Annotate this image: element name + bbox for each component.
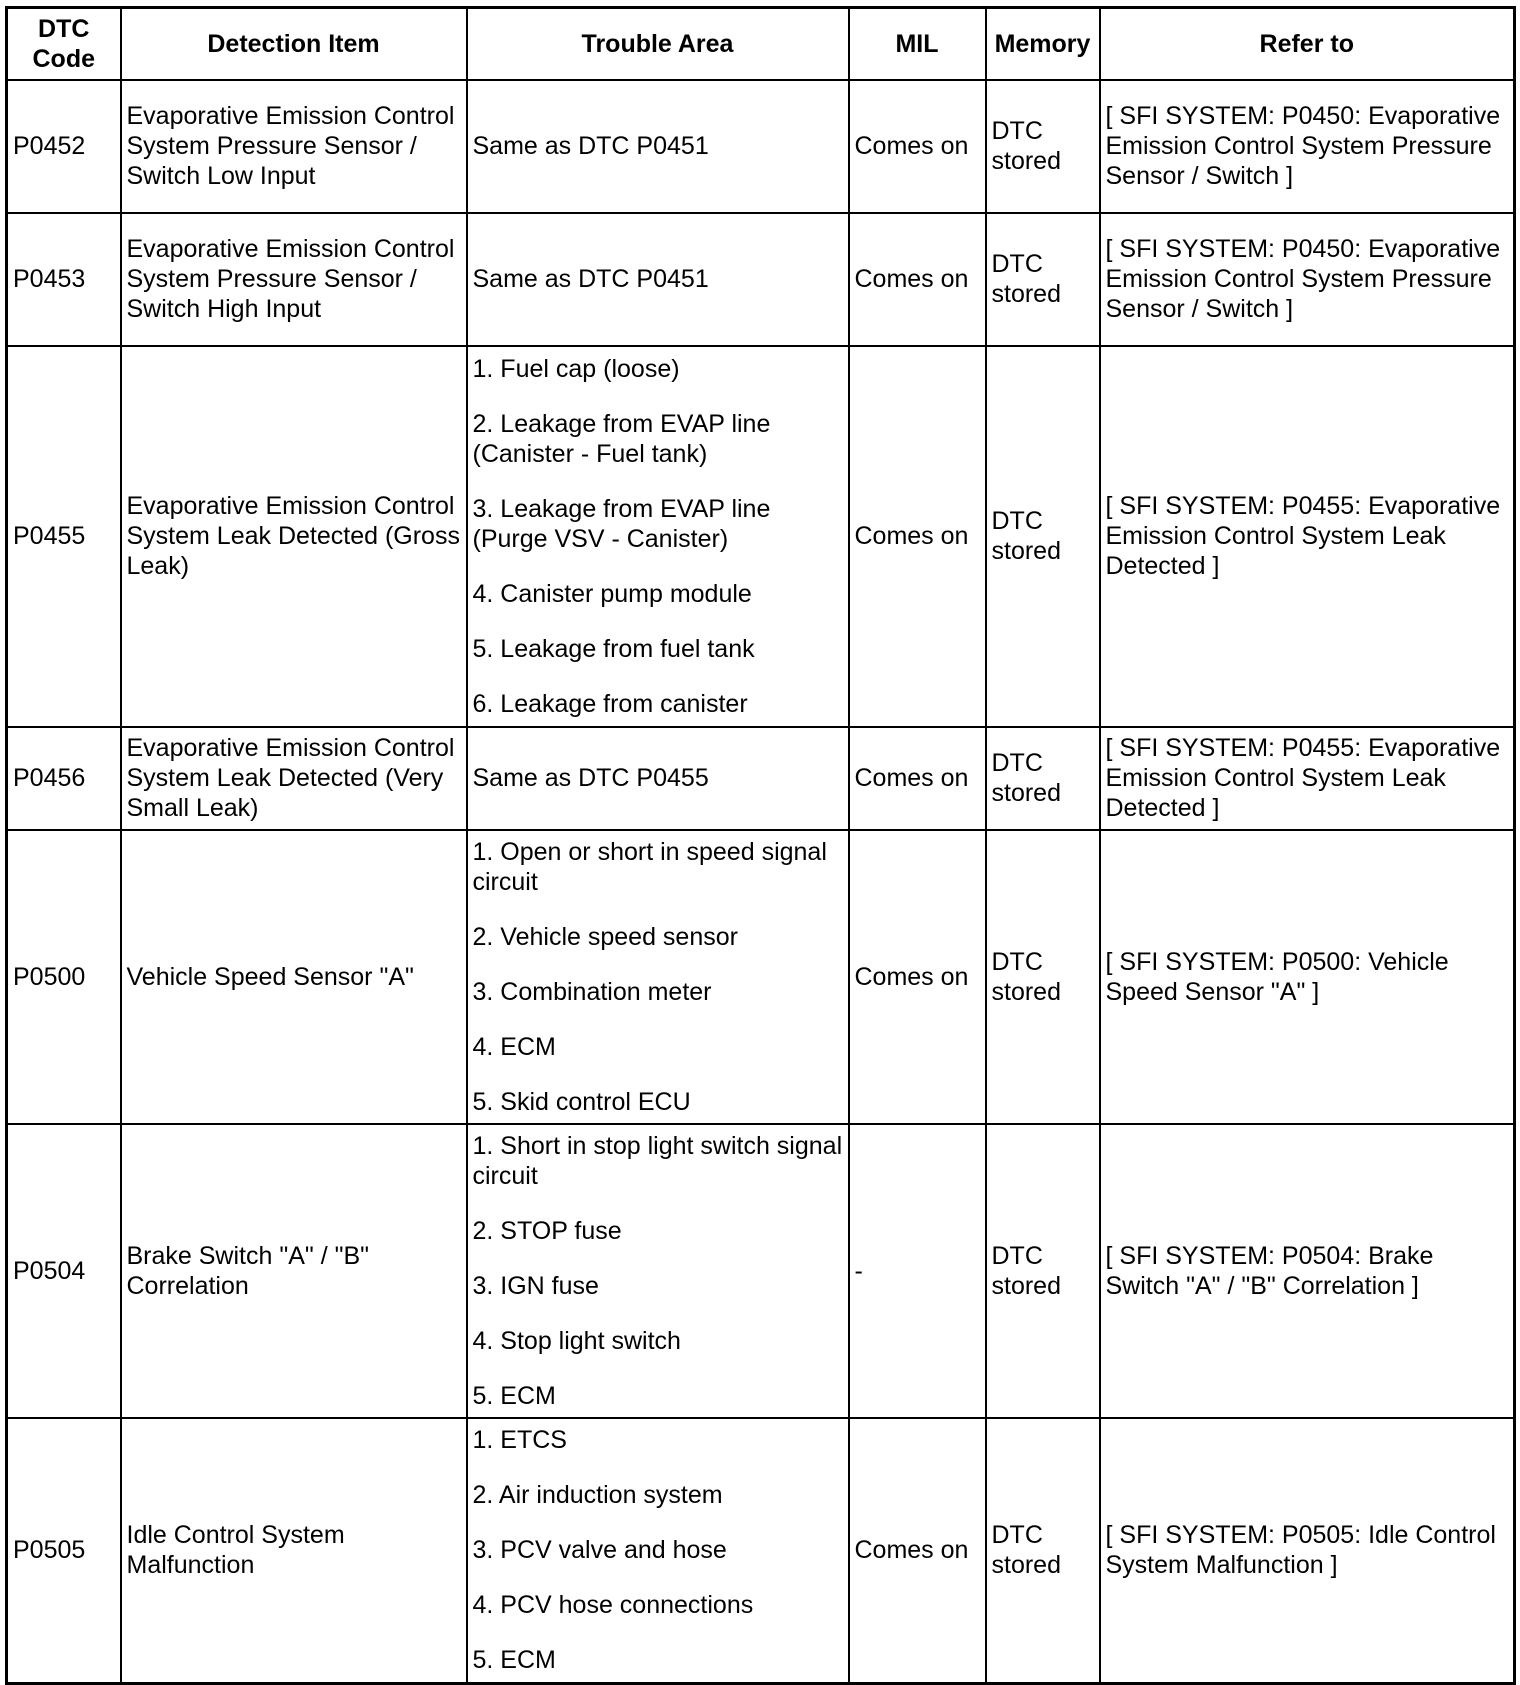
header-detection-item: Detection Item: [121, 8, 467, 80]
header-memory: Memory: [986, 8, 1100, 80]
detection-item-cell: Evaporative Emission Control System Leak Detected (Very Small Leak): [121, 727, 467, 830]
table-row: [7, 830, 1515, 1124]
list-item: Same as DTC P0451: [472, 132, 709, 160]
memory-cell: [986, 80, 1100, 213]
header-mil: MIL: [849, 8, 986, 80]
memory-cell: [986, 830, 1100, 1124]
detection-item-cell: Vehicle Speed Sensor "A": [121, 830, 467, 1124]
memory-line: DTC: [991, 117, 1043, 145]
header-refer-to: Refer to: [1100, 8, 1515, 80]
list-item: 3. Combination meter: [472, 977, 712, 1006]
table-body: [7, 80, 1515, 1684]
trouble-area-cell: [467, 213, 849, 346]
mil-cell: Comes on: [849, 1418, 986, 1684]
refer-to-link[interactable]: [ SFI SYSTEM: P0500: Vehicle Speed Sensor "A" ]: [1100, 830, 1515, 1124]
list-item: 4. Stop light switch: [472, 1326, 681, 1355]
list-item: 1. Short in stop light switch signal circuit: [472, 1131, 843, 1190]
refer-to-link[interactable]: [ SFI SYSTEM: P0504: Brake Switch "A" / "B" Correlation ]: [1100, 1124, 1515, 1418]
table-row: [7, 727, 1515, 830]
trouble-area-cell: [467, 830, 849, 1124]
memory-line: stored: [991, 280, 1061, 308]
memory-cell: [986, 1124, 1100, 1418]
table-row: [7, 80, 1515, 213]
detection-item-cell: Evaporative Emission Control System Leak Detected (Gross Leak): [121, 346, 467, 727]
dtc-code-cell: P0452: [7, 80, 121, 213]
dtc-code-cell: P0500: [7, 830, 121, 1124]
list-item: 4. Canister pump module: [472, 579, 752, 608]
mil-cell: Comes on: [849, 727, 986, 830]
memory-line: stored: [991, 779, 1061, 807]
list-item: 5. Leakage from fuel tank: [472, 634, 755, 663]
memory-line: stored: [991, 1271, 1061, 1300]
list-item: 2. Vehicle speed sensor: [472, 922, 738, 951]
memory-line: DTC: [991, 1521, 1043, 1550]
list-item: 4. ECM: [472, 1032, 556, 1061]
memory-line: DTC: [991, 947, 1043, 976]
list-item: 5. ECM: [472, 1381, 556, 1410]
header-trouble-area: Trouble Area: [467, 8, 849, 80]
memory-line: DTC: [991, 749, 1043, 777]
memory-line: DTC: [991, 507, 1043, 535]
table-row: [7, 1418, 1515, 1684]
memory-line: stored: [991, 147, 1061, 175]
memory-line: DTC: [991, 1241, 1043, 1270]
trouble-area-cell: [467, 346, 849, 727]
mil-cell: Comes on: [849, 213, 986, 346]
refer-to-link[interactable]: [ SFI SYSTEM: P0455: Evaporative Emission Control System Leak Detected ]: [1100, 346, 1515, 727]
trouble-area-cell: [467, 80, 849, 213]
trouble-area-list: [473, 131, 843, 161]
trouble-area-cell: [467, 1418, 849, 1684]
list-item: 1. Open or short in speed signal circuit: [472, 837, 827, 896]
trouble-area-list: [473, 1425, 843, 1675]
list-item: 2. STOP fuse: [472, 1216, 622, 1245]
memory-line: stored: [991, 1551, 1061, 1580]
mil-cell: Comes on: [849, 346, 986, 727]
dtc-code-cell: P0505: [7, 1418, 121, 1684]
detection-item-cell: Idle Control System Malfunction: [121, 1418, 467, 1684]
list-item: Same as DTC P0451: [472, 265, 709, 293]
memory-line: stored: [991, 977, 1061, 1006]
table-row: [7, 346, 1515, 727]
trouble-area-list: [473, 264, 843, 294]
header-dtc-code: DTC Code: [7, 8, 121, 80]
list-item: 3. PCV valve and hose: [472, 1536, 727, 1565]
trouble-area-cell: [467, 1124, 849, 1418]
list-item: 5. Skid control ECU: [472, 1087, 691, 1116]
trouble-area-list: [473, 763, 843, 793]
dtc-code-cell: P0455: [7, 346, 121, 727]
memory-cell: [986, 213, 1100, 346]
detection-item-cell: Evaporative Emission Control System Pressure Sensor / Switch Low Input: [121, 80, 467, 213]
memory-cell: [986, 346, 1100, 727]
refer-to-link[interactable]: [ SFI SYSTEM: P0455: Evaporative Emission Control System Leak Detected ]: [1100, 727, 1515, 830]
list-item: 2. Air induction system: [472, 1481, 723, 1510]
list-item: 3. IGN fuse: [472, 1271, 599, 1300]
dtc-code-cell: P0453: [7, 213, 121, 346]
mil-cell: -: [849, 1124, 986, 1418]
mil-cell: Comes on: [849, 80, 986, 213]
trouble-area-list: [473, 837, 843, 1117]
list-item: 2. Leakage from EVAP line (Canister - Fuel tank): [472, 409, 771, 468]
list-item: 4. PCV hose connections: [472, 1591, 754, 1620]
trouble-area-list: [473, 354, 843, 719]
table-row: [7, 213, 1515, 346]
dtc-table: [5, 6, 1516, 1685]
dtc-code-cell: P0504: [7, 1124, 121, 1418]
list-item: 1. ETCS: [472, 1426, 567, 1455]
list-item: 1. Fuel cap (loose): [472, 354, 680, 383]
detection-item-cell: Evaporative Emission Control System Pressure Sensor / Switch High Input: [121, 213, 467, 346]
list-item: 3. Leakage from EVAP line (Purge VSV - Canister): [472, 494, 771, 553]
list-item: Same as DTC P0455: [472, 764, 709, 792]
header-row: [7, 8, 1515, 80]
list-item: 6. Leakage from canister: [472, 689, 748, 718]
table-row: [7, 1124, 1515, 1418]
mil-cell: Comes on: [849, 830, 986, 1124]
memory-line: stored: [991, 537, 1061, 565]
memory-line: DTC: [991, 250, 1043, 278]
trouble-area-list: [473, 1131, 843, 1411]
memory-cell: [986, 727, 1100, 830]
refer-to-link[interactable]: [ SFI SYSTEM: P0450: Evaporative Emission Control System Pressure Sensor / Switch ]: [1100, 80, 1515, 213]
refer-to-link[interactable]: [ SFI SYSTEM: P0450: Evaporative Emission Control System Pressure Sensor / Switch ]: [1100, 213, 1515, 346]
detection-item-cell: Brake Switch "A" / "B" Correlation: [121, 1124, 467, 1418]
refer-to-link[interactable]: [ SFI SYSTEM: P0505: Idle Control System Malfunction ]: [1100, 1418, 1515, 1684]
list-item: 5. ECM: [472, 1646, 556, 1675]
dtc-code-cell: P0456: [7, 727, 121, 830]
memory-cell: [986, 1418, 1100, 1684]
trouble-area-cell: [467, 727, 849, 830]
